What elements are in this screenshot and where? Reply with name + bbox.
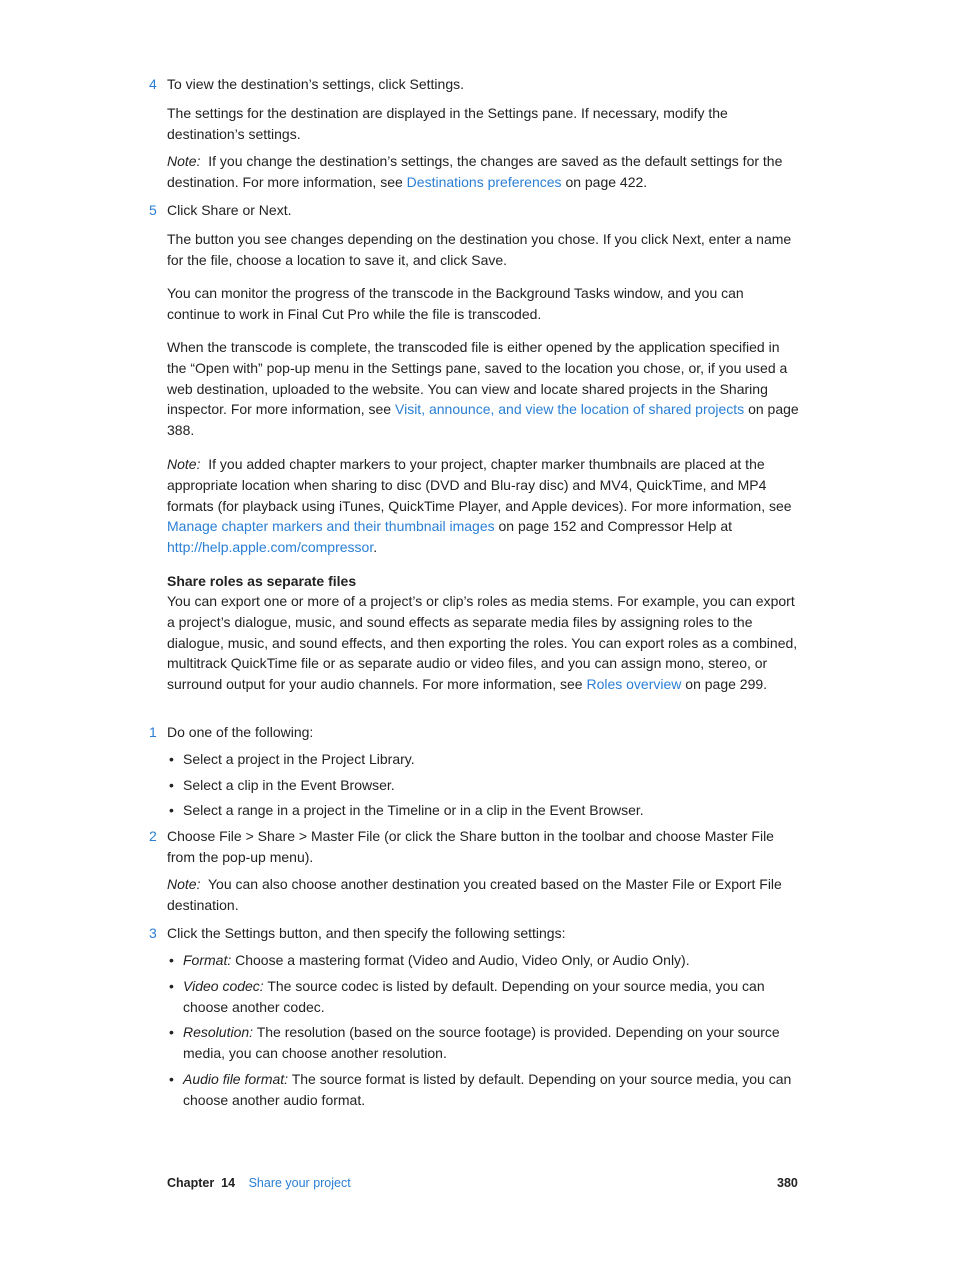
list-item-text: Resolution: The resolution (based on the source footage) is provided. Depending on your source media, you can choose another resolution. <box>183 1024 780 1061</box>
list-item-term: Video codec: <box>183 978 264 994</box>
step-number: 4 <box>149 76 157 92</box>
list-item-term: Audio file format: <box>183 1071 289 1087</box>
list-item-text: Select a clip in the Event Browser. <box>183 777 395 793</box>
list-item-text: Video codec: The source codec is listed by default. Depending on your source media, you can choose another codec. <box>183 978 765 1015</box>
step-text: Click the Settings button, and then specify the following settings: <box>167 925 566 941</box>
list-item-text: Select a range in a project in the Timeline or in a clip in the Event Browser. <box>183 802 644 818</box>
intro-text: You can export one or more of a project’s or clip’s roles as media stems. For example, you can export a project’s dialogue, music, and sound effects as separate media files by assigning roles to the dialogue, music, and sound effects, and then exporting the roles. You can export roles as a combined, multitrack QuickTime file or as separate audio or video files, and you can assign mono, stereo, or surround output for your audio channels. For more information, see <box>167 593 798 693</box>
section-heading: Share roles as separate files <box>167 573 357 589</box>
note-text: If you added chapter markers to your project, chapter marker thumbnails are placed at the appropriate location when sharing to disc (DVD and Blu-ray disc) and MV4, QuickTime, and MP4 formats (for playback using iTunes, QuickTime Player, and Apple devices). For more information, see <box>167 456 792 514</box>
list-item-term: Format: <box>183 952 232 968</box>
step-number: 5 <box>149 202 157 218</box>
note-text: If you change the destination’s settings, the changes are saved as the default settings for the destination. For more information, see <box>167 153 783 190</box>
list-item-text: Format: Choose a mastering format (Video and Audio, Video Only, or Audio Only). <box>183 952 690 968</box>
step-number: 3 <box>149 925 157 941</box>
document-page: 4 To view the destination’s settings, click Settings. The settings for the destination are displayed in the Settings pane. If necessary, modify the destination’s settings. Note: If you change the destination’s settings, the changes are saved as the default settings for the destination. For more information, see Destinations preferences on page 422. 5 Click Share or Next. The button you see changes depending on the destination you chose. If you click Next, enter a name for the file, choose a location to save it, and click Save. You can monitor the progress of the transcode in the Background Tasks window, and you can continue to work in Final Cut Pro while the file is transcoded. When the transcode is complete, the transcoded file is either opened by the application specified in the “Open with” pop-up menu in the Settings pane, saved to the location you chose, or, if you used a web destination, uploaded to the website. You can view and locate shared projects in the Sharing inspector. For more information, see Visit, announce, and view the location of shared projects on page 388. Note: If you added chapter markers to your project, chapter marker thumbnails are placed at the appropriate location when sharing to disc (DVD and Blu-ray disc) and MV4, QuickTime, and MP4 formats (for playback using iTunes, QuickTime Player, and Apple devices). For more information, see Manage chapter markers and their thumbnail images on page 152 and Compressor Help at http://help.apple.com/compressor. Share roles as separate files You can export one or more of a project’s or clip’s roles as media stems. For example, you can export a project’s dialogue, music, and sound effects as separate media files by assigning roles to the dialogue, music, and sound effects, and then exporting the roles. You can export roles as a combined, multitrack QuickTime file or as separate audio or video files, and you can assign mono, stereo, or surround output for your audio channels. For more information, see Roles overview on page 299. 1 Do one of the following: • Select a project in the Project Library. • Select a clip in the Event Browser. • Select a range in a project in the Timeline or in a clip in the Event Browser. 2 Choose File > Share > Master File (or click the Share button in the toolbar and choose Master File from the pop-up menu). Note: You can also choose another destination you created based on the Master File or Export File destination. 3 Click the Settings button, and then specify the following settings: • Format: Choose a mastering format (Video and Audio, Video Only, or Audio Only). • Video codec: The source codec is listed by default. Depending on your source media, you can choose another codec. • Resolution: The resolution (based on the source footage) is provided. Depending on your source media, you can choose another resolution. • Audio file format: The source format is listed by default. Depending on your source media, you can choose another audio format. Chapter 14 Share your project 380 <box>0 0 954 1265</box>
step-text: Do one of the following: <box>167 724 314 740</box>
paragraph: The settings for the destination are displayed in the Settings pane. If necessary, modify the destination’s settings. <box>167 105 728 142</box>
note <box>167 454 799 558</box>
destinations-preferences-link[interactable]: Destinations preferences <box>406 173 562 190</box>
footer-chapter <box>167 1173 351 1194</box>
note <box>167 151 799 193</box>
note-label: Note: <box>167 456 201 472</box>
paragraph: You can monitor the progress of the transcode in the Background Tasks window, and you can continue to work in Final Cut Pro while the file is transcoded. <box>167 285 744 322</box>
chapter-label: Chapter 14 <box>167 1176 236 1190</box>
section-intro <box>167 591 799 695</box>
note-text-mid: on page 152 and Compressor Help at <box>498 518 732 535</box>
step-number: 2 <box>149 828 157 844</box>
compressor-help-link[interactable]: http://help.apple.com/compressor <box>167 539 374 556</box>
paragraph: The button you see changes depending on the destination you chose. If you click Next, enter a name for the file, choose a location to save it, and click Save. <box>167 231 792 268</box>
note <box>167 874 799 916</box>
visit-announce-link[interactable]: Visit, announce, and view the location of shared projects <box>395 401 745 418</box>
note-text-post: on page 422. <box>565 173 648 190</box>
note-label: Note: <box>167 153 201 169</box>
note-text-post: . <box>373 539 378 556</box>
note-label: Note: <box>167 876 201 892</box>
paragraph-text-post: on page 388. <box>167 401 799 439</box>
step-text: Click Share or Next. <box>167 202 292 218</box>
list-item-term: Resolution: <box>183 1024 254 1040</box>
step-text: To view the destination’s settings, click Settings. <box>167 76 465 92</box>
chapter-markers-link[interactable]: Manage chapter markers and their thumbnail images <box>167 518 495 535</box>
intro-text-post: on page 299. <box>685 676 768 693</box>
paragraph <box>167 337 799 441</box>
list-item-text: Select a project in the Project Library. <box>183 751 415 767</box>
chapter-title-link[interactable]: Share your project <box>248 1176 351 1190</box>
roles-overview-link[interactable]: Roles overview <box>586 676 682 693</box>
step-number: 1 <box>149 724 157 740</box>
paragraph-text: When the transcode is complete, the transcoded file is either opened by the application specified in the “Open with” pop-up menu in the Settings pane, saved to the location you chose, or, if you used a web destination, uploaded to the website. You can view and locate shared projects in the Sharing inspector. For more information, see <box>167 339 788 418</box>
step-text: Choose File > Share > Master File (or click the Share button in the toolbar and choose Master File from the pop-up menu). <box>167 828 774 865</box>
list-item-text: Audio file format: The source format is listed by default. Depending on your source media, you can choose another audio format. <box>183 1071 792 1108</box>
note-text: You can also choose another destination you created based on the Master File or Export File destination. <box>167 876 782 913</box>
page-number: 380 <box>777 1176 798 1190</box>
